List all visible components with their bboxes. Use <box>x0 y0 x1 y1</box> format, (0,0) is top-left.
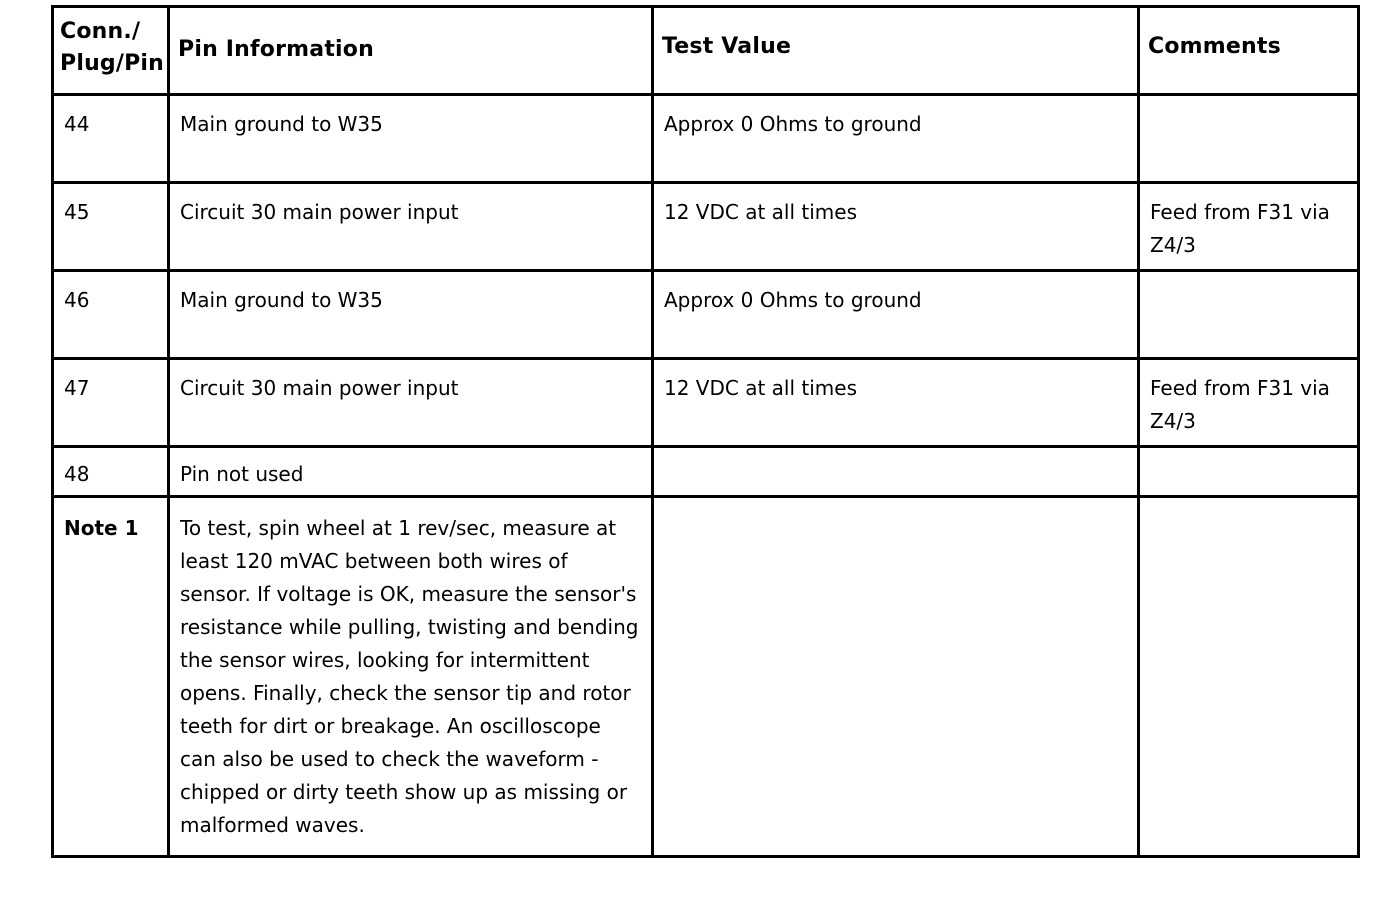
note-text: To test, spin wheel at 1 rev/sec, measure at least 120 mVAC between both wires of sensor. If voltage is OK, measure the sensor's resistance while pulling, twisting and bending the sensor wires, looking for intermittent opens. Finally, check the sensor tip and rotor teeth for dirt or breakage. An oscilloscope can also be used to check the waveform - chipped or dirty teeth show up as missing or malformed waves. <box>180 516 639 837</box>
cell-comments <box>1139 359 1359 447</box>
cell-pin-info-text: Main ground to W35 <box>180 112 383 136</box>
table-header-row <box>53 7 1359 95</box>
cell-conn <box>53 359 169 447</box>
header-pin-information-label: Pin Information <box>178 36 374 62</box>
cell-conn-text: 46 <box>64 288 90 312</box>
table-row <box>53 95 1359 183</box>
cell-conn-text: 48 <box>64 462 90 486</box>
cell-test-value-text: 12 VDC at all times <box>664 376 857 400</box>
cell-conn <box>53 183 169 271</box>
cell-comments-text <box>1140 272 1357 284</box>
cell-pin-info <box>169 183 653 271</box>
cell-pin-info <box>169 359 653 447</box>
cell-test-value-text: 12 VDC at all times <box>664 200 857 224</box>
cell-test-value <box>653 271 1139 359</box>
cell-pin-info-text: Circuit 30 main power input <box>180 376 459 400</box>
cell-note-text <box>169 497 653 857</box>
cell-comments <box>1139 95 1359 183</box>
header-conn-line-2: Plug/Pin <box>60 50 165 76</box>
header-conn-line-1: Conn./ <box>60 18 141 44</box>
cell-test-value <box>653 183 1139 271</box>
cell-test-value-text <box>654 448 1137 458</box>
table-row <box>53 271 1359 359</box>
header-comments <box>1139 7 1359 95</box>
cell-pin-info-text: Pin not used <box>180 462 304 486</box>
cell-conn <box>53 271 169 359</box>
cell-pin-info-text: Circuit 30 main power input <box>180 200 459 224</box>
cell-test-value-text: Approx 0 Ohms to ground <box>664 112 922 136</box>
cell-comments-text: Feed from F31 via Z4/3 <box>1150 376 1330 433</box>
cell-empty <box>1139 497 1359 857</box>
cell-comments-text <box>1140 96 1357 108</box>
header-conn-plug-pin <box>53 7 169 95</box>
header-comments-label: Comments <box>1148 33 1281 59</box>
cell-test-value <box>653 447 1139 497</box>
cell-note-label <box>53 497 169 857</box>
cell-pin-info <box>169 271 653 359</box>
cell-conn-text: 44 <box>64 112 90 136</box>
cell-pin-info <box>169 447 653 497</box>
cell-conn-text: 45 <box>64 200 90 224</box>
pin-test-table <box>51 5 1360 858</box>
cell-comments <box>1139 183 1359 271</box>
cell-comments <box>1139 271 1359 359</box>
cell-conn <box>53 447 169 497</box>
table-row <box>53 447 1359 497</box>
cell-comments-text <box>1140 448 1357 458</box>
cell-empty <box>653 497 1139 857</box>
header-pin-information <box>169 7 653 95</box>
note-label: Note 1 <box>64 516 139 540</box>
cell-conn-text: 47 <box>64 376 90 400</box>
table-row <box>53 183 1359 271</box>
cell-pin-info-text: Main ground to W35 <box>180 288 383 312</box>
table-row <box>53 359 1359 447</box>
cell-conn <box>53 95 169 183</box>
note-row <box>53 497 1359 857</box>
cell-comments <box>1139 447 1359 497</box>
header-test-value <box>653 7 1139 95</box>
cell-test-value <box>653 359 1139 447</box>
cell-comments-text: Feed from F31 via Z4/3 <box>1150 200 1330 257</box>
cell-test-value-text: Approx 0 Ohms to ground <box>664 288 922 312</box>
header-test-value-label: Test Value <box>662 33 792 59</box>
cell-test-value <box>653 95 1139 183</box>
cell-pin-info <box>169 95 653 183</box>
